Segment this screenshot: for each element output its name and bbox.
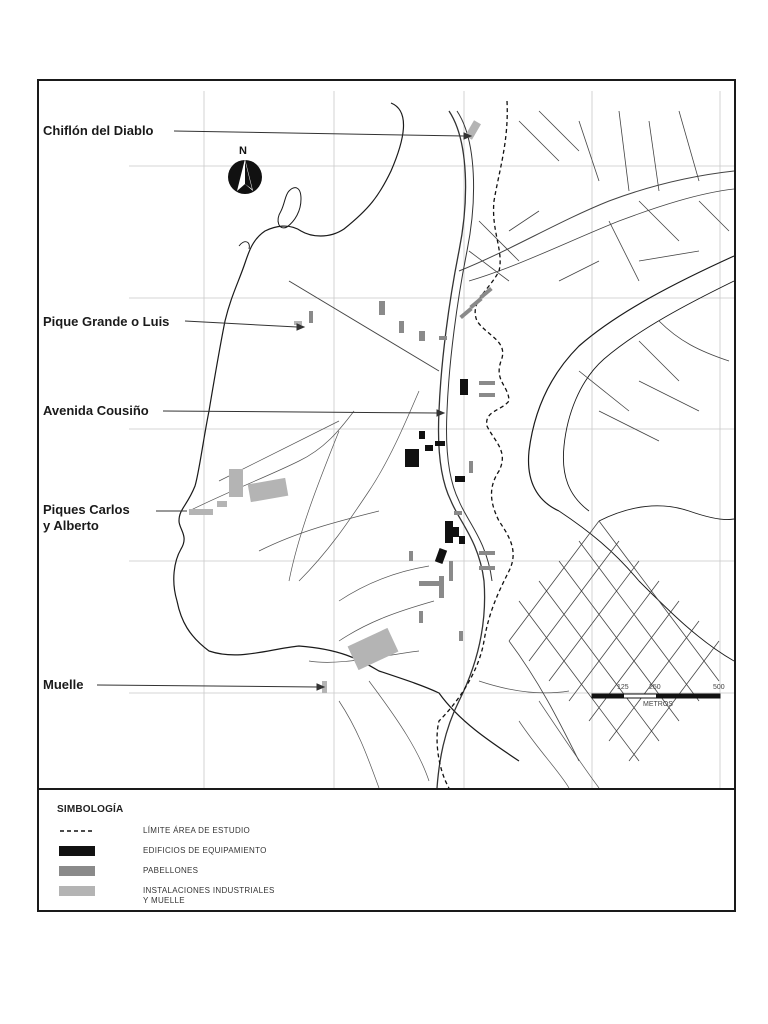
legend-item-industrial — [59, 886, 659, 910]
callout-chiflon-del-diablo: Chiflón del Diablo — [43, 123, 154, 138]
scale-unit: METROS — [643, 701, 673, 708]
north-arrow-icon — [225, 157, 265, 197]
north-letter: N — [239, 145, 247, 157]
scale-label-500: 500 — [713, 684, 725, 691]
dashed-line-swatch-icon — [59, 826, 95, 836]
scale-label-125: 125 — [617, 684, 629, 691]
equipment-buildings — [405, 379, 468, 564]
pabellones — [309, 287, 495, 641]
industrial-installations — [189, 120, 481, 693]
legend-label-industrial-line2: Y MUELLE — [143, 896, 185, 905]
scale-bar — [592, 694, 720, 698]
black-swatch — [59, 846, 95, 856]
map-area[interactable] — [39, 81, 734, 790]
map-frame — [37, 79, 736, 912]
callout-piques-carlos-line1: Piques Carlos — [43, 502, 130, 517]
legend-label-industrial-line1: INSTALACIONES INDUSTRIALES — [143, 886, 275, 895]
legend-label-equipment: EDIFICIOS DE EQUIPAMIENTO — [143, 846, 267, 855]
shoreline-east — [529, 256, 734, 511]
avenida-cousino-road — [437, 111, 485, 788]
study-area-limit — [437, 101, 513, 788]
legend-label-study-limit: LÍMITE ÁREA DE ESTUDIO — [143, 826, 251, 835]
coastline — [174, 103, 519, 761]
callout-leaders — [97, 131, 471, 690]
island — [278, 188, 301, 228]
light-gray-swatch — [59, 886, 95, 896]
callout-muelle: Muelle — [43, 677, 84, 692]
callout-piques-carlos-line2: y Alberto — [43, 518, 99, 533]
map-drawing — [39, 81, 734, 788]
scale-label-250: 250 — [649, 684, 661, 691]
legend-title: SIMBOLOGÍA — [57, 804, 124, 815]
legend-label-pabellones: PABELLONES — [143, 866, 199, 875]
legend — [39, 790, 734, 910]
dark-gray-swatch — [59, 866, 95, 876]
callout-avenida-cousino: Avenida Cousiño — [43, 403, 149, 418]
city-grid — [509, 521, 719, 761]
coordinate-grid — [129, 91, 734, 788]
callout-pique-grande: Pique Grande o Luis — [43, 314, 170, 329]
north-arrow — [225, 145, 265, 197]
